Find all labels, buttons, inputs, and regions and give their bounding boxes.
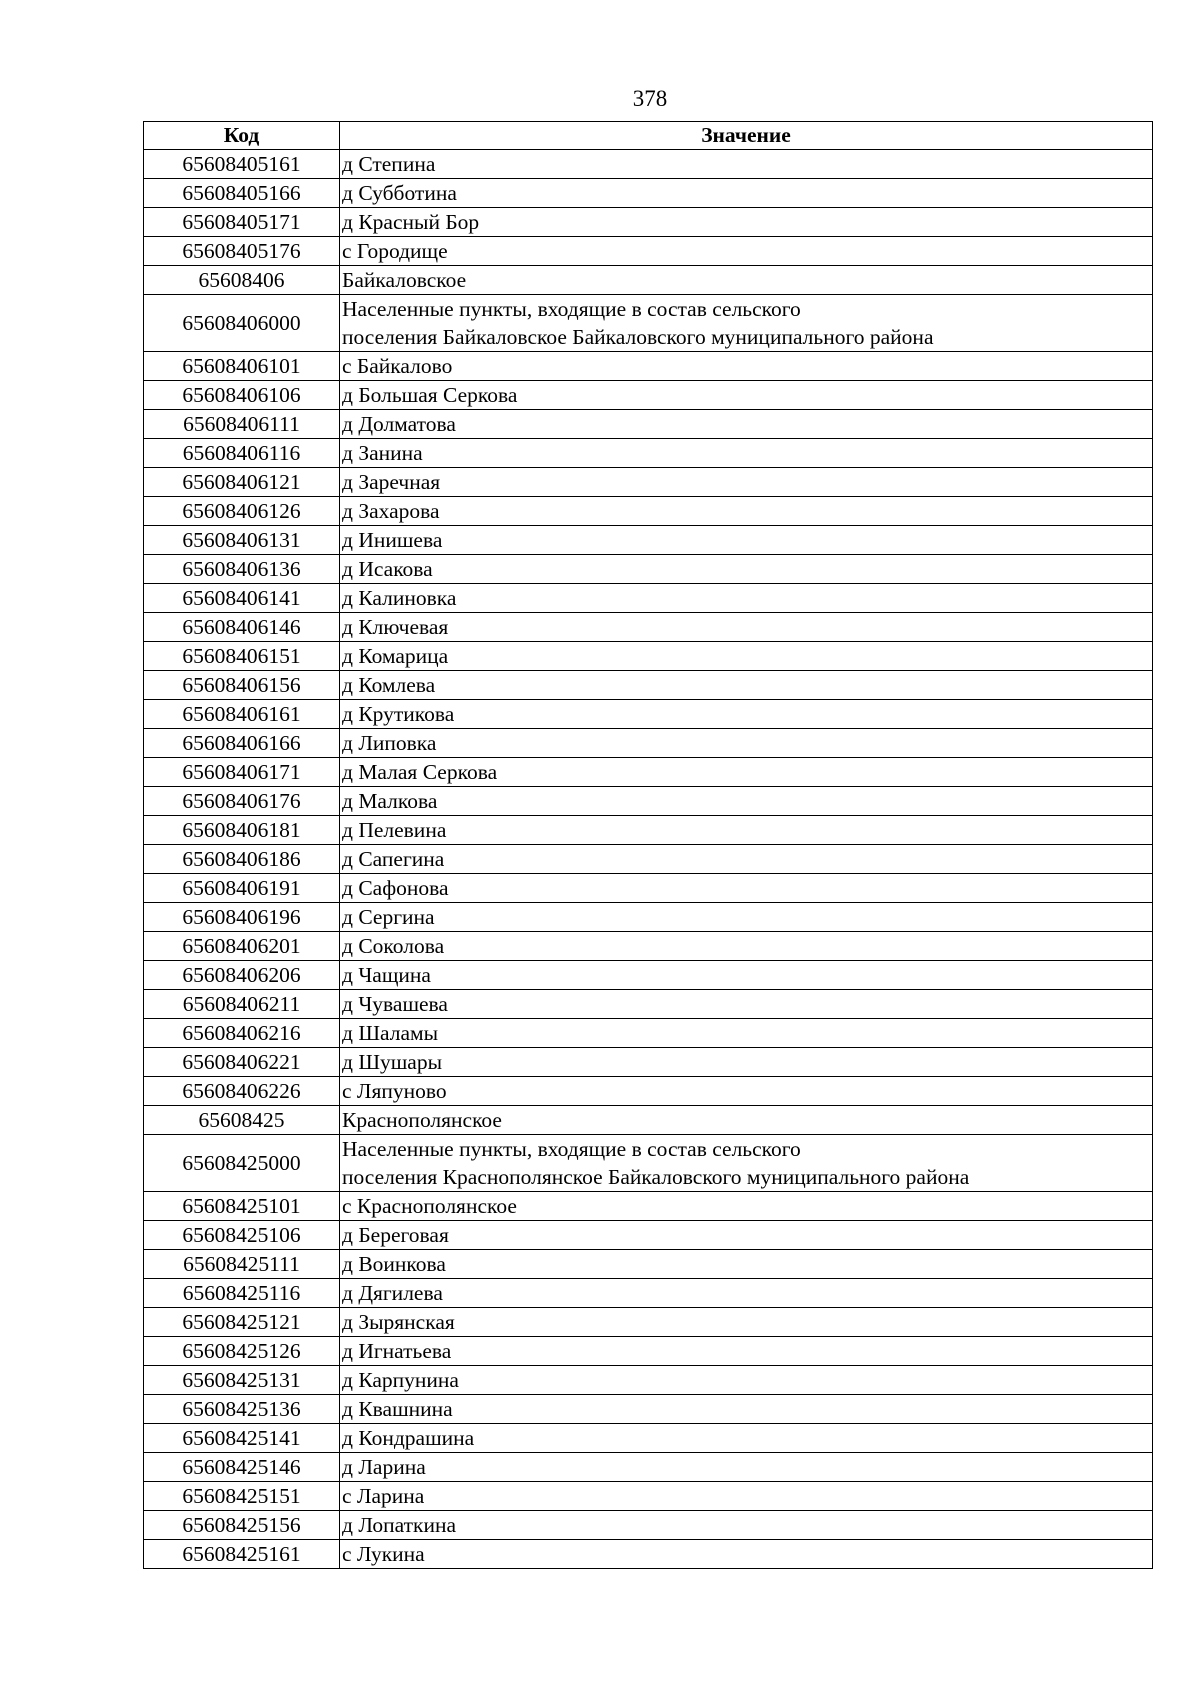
row-code: 65608406206	[144, 961, 340, 990]
row-code: 65608406201	[144, 932, 340, 961]
row-value: д Чащина	[340, 961, 1153, 990]
row-value: д Комарица	[340, 642, 1153, 671]
row-value: д Исакова	[340, 555, 1153, 584]
row-value: д Калиновка	[340, 584, 1153, 613]
row-value: д Шаламы	[340, 1019, 1153, 1048]
row-value: д Малая Серкова	[340, 758, 1153, 787]
row-code: 65608405166	[144, 179, 340, 208]
row-value	[340, 295, 1153, 352]
row-value: д Карпунина	[340, 1366, 1153, 1395]
row-value: д Шушары	[340, 1048, 1153, 1077]
row-code: 65608405161	[144, 150, 340, 179]
row-value: д Инишева	[340, 526, 1153, 555]
row-code: 65608406221	[144, 1048, 340, 1077]
row-code: 65608405176	[144, 237, 340, 266]
row-code: 65608406146	[144, 613, 340, 642]
row-value: с Лукина	[340, 1540, 1153, 1569]
row-value: д Крутикова	[340, 700, 1153, 729]
row-code: 65608406166	[144, 729, 340, 758]
row-value: д Кондрашина	[340, 1424, 1153, 1453]
table-row	[144, 1250, 1153, 1279]
table-row	[144, 584, 1153, 613]
table-row	[144, 468, 1153, 497]
row-value: д Сафонова	[340, 874, 1153, 903]
table-row	[144, 1395, 1153, 1424]
row-code: 65608406211	[144, 990, 340, 1019]
table-row	[144, 381, 1153, 410]
row-value: д Красный Бор	[340, 208, 1153, 237]
table-row	[144, 932, 1153, 961]
table-row	[144, 613, 1153, 642]
row-code: 65608425131	[144, 1366, 340, 1395]
row-value: д Чувашева	[340, 990, 1153, 1019]
table-row	[144, 1540, 1153, 1569]
row-code: 65608425101	[144, 1192, 340, 1221]
row-code: 65608425151	[144, 1482, 340, 1511]
code-table	[143, 121, 1153, 1569]
table-row	[144, 1019, 1153, 1048]
table-row	[144, 295, 1153, 352]
row-value: Байкаловское	[340, 266, 1153, 295]
row-code: 65608406116	[144, 439, 340, 468]
row-value: д Пелевина	[340, 816, 1153, 845]
row-value: д Большая Серкова	[340, 381, 1153, 410]
row-code: 65608425141	[144, 1424, 340, 1453]
row-value: д Субботина	[340, 179, 1153, 208]
table-row	[144, 266, 1153, 295]
row-code: 65608425146	[144, 1453, 340, 1482]
row-code: 65608406131	[144, 526, 340, 555]
table-row	[144, 1192, 1153, 1221]
row-code: 65608406196	[144, 903, 340, 932]
row-value: д Долматова	[340, 410, 1153, 439]
row-code: 65608406171	[144, 758, 340, 787]
table-row	[144, 352, 1153, 381]
row-value: д Зырянская	[340, 1308, 1153, 1337]
row-value: д Степина	[340, 150, 1153, 179]
row-code: 65608425111	[144, 1250, 340, 1279]
table-row	[144, 816, 1153, 845]
row-code: 65608406161	[144, 700, 340, 729]
row-value: д Ларина	[340, 1453, 1153, 1482]
row-value: д Лопаткина	[340, 1511, 1153, 1540]
row-value: д Соколова	[340, 932, 1153, 961]
table-row	[144, 410, 1153, 439]
table-row	[144, 1424, 1153, 1453]
table-header-row	[144, 122, 1153, 150]
row-value: д Квашнина	[340, 1395, 1153, 1424]
row-value: д Воинкова	[340, 1250, 1153, 1279]
table-row	[144, 439, 1153, 468]
row-value: д Сергина	[340, 903, 1153, 932]
row-value: д Захарова	[340, 497, 1153, 526]
row-value: д Липовка	[340, 729, 1153, 758]
row-code: 65608406141	[144, 584, 340, 613]
table-row	[144, 1106, 1153, 1135]
row-code: 65608406216	[144, 1019, 340, 1048]
row-code: 65608425161	[144, 1540, 340, 1569]
row-code: 65608425136	[144, 1395, 340, 1424]
table-row	[144, 990, 1153, 1019]
table-row	[144, 1482, 1153, 1511]
row-code: 65608406000	[144, 295, 340, 352]
table-row	[144, 961, 1153, 990]
row-value: д Занина	[340, 439, 1153, 468]
row-value: Краснополянское	[340, 1106, 1153, 1135]
row-value-line: Населенные пункты, входящие в состав сельского	[342, 1137, 801, 1161]
row-code: 65608406101	[144, 352, 340, 381]
table-row	[144, 1221, 1153, 1250]
table-row	[144, 497, 1153, 526]
table-row	[144, 1279, 1153, 1308]
table-row	[144, 1337, 1153, 1366]
table-row	[144, 729, 1153, 758]
table-row	[144, 1453, 1153, 1482]
table-row	[144, 555, 1153, 584]
row-code: 65608406191	[144, 874, 340, 903]
header-value: Значение	[340, 122, 1153, 150]
table-row	[144, 1077, 1153, 1106]
table-row	[144, 150, 1153, 179]
row-code: 65608406176	[144, 787, 340, 816]
row-value-line: Населенные пункты, входящие в состав сельского	[342, 297, 801, 321]
row-value: д Малкова	[340, 787, 1153, 816]
table-row	[144, 787, 1153, 816]
row-code: 65608425156	[144, 1511, 340, 1540]
row-value-line: поселения Краснополянское Байкаловского муниципального района	[342, 1165, 970, 1189]
row-code: 65608406121	[144, 468, 340, 497]
table-row	[144, 903, 1153, 932]
table-body	[144, 150, 1153, 1569]
row-value: д Игнатьева	[340, 1337, 1153, 1366]
row-value: д Береговая	[340, 1221, 1153, 1250]
table-row	[144, 1135, 1153, 1192]
row-value: с Ларина	[340, 1482, 1153, 1511]
table-row	[144, 179, 1153, 208]
row-value	[340, 1135, 1153, 1192]
row-code: 65608405171	[144, 208, 340, 237]
row-code: 65608406186	[144, 845, 340, 874]
row-value: с Краснополянское	[340, 1192, 1153, 1221]
table-row	[144, 700, 1153, 729]
table-row	[144, 1511, 1153, 1540]
row-value: д Ключевая	[340, 613, 1153, 642]
table-row	[144, 671, 1153, 700]
table-row	[144, 758, 1153, 787]
page-number: 378	[632, 86, 668, 111]
row-code: 65608406136	[144, 555, 340, 584]
row-value: д Заречная	[340, 468, 1153, 497]
row-code: 65608406151	[144, 642, 340, 671]
row-value-line: поселения Байкаловское Байкаловского муниципального района	[342, 325, 934, 349]
table-header	[144, 122, 1153, 150]
row-value: д Сапегина	[340, 845, 1153, 874]
row-code: 65608406111	[144, 410, 340, 439]
row-code: 65608406181	[144, 816, 340, 845]
row-value: с Городище	[340, 237, 1153, 266]
table-row	[144, 1308, 1153, 1337]
row-code: 65608406106	[144, 381, 340, 410]
row-code: 65608425116	[144, 1279, 340, 1308]
row-value: с Ляпуново	[340, 1077, 1153, 1106]
table-row	[144, 1366, 1153, 1395]
table-row	[144, 874, 1153, 903]
table-row	[144, 1048, 1153, 1077]
row-code: 65608425106	[144, 1221, 340, 1250]
row-value: д Комлева	[340, 671, 1153, 700]
header-code: Код	[144, 122, 340, 150]
table-row	[144, 237, 1153, 266]
table-row	[144, 208, 1153, 237]
table-row	[144, 642, 1153, 671]
row-code: 65608425000	[144, 1135, 340, 1192]
row-value: с Байкалово	[340, 352, 1153, 381]
row-code: 65608425	[144, 1106, 340, 1135]
table-row	[144, 526, 1153, 555]
row-code: 65608406126	[144, 497, 340, 526]
table-row	[144, 845, 1153, 874]
row-code: 65608406	[144, 266, 340, 295]
row-code: 65608406226	[144, 1077, 340, 1106]
row-code: 65608425121	[144, 1308, 340, 1337]
row-code: 65608406156	[144, 671, 340, 700]
row-value: д Дягилева	[340, 1279, 1153, 1308]
row-code: 65608425126	[144, 1337, 340, 1366]
